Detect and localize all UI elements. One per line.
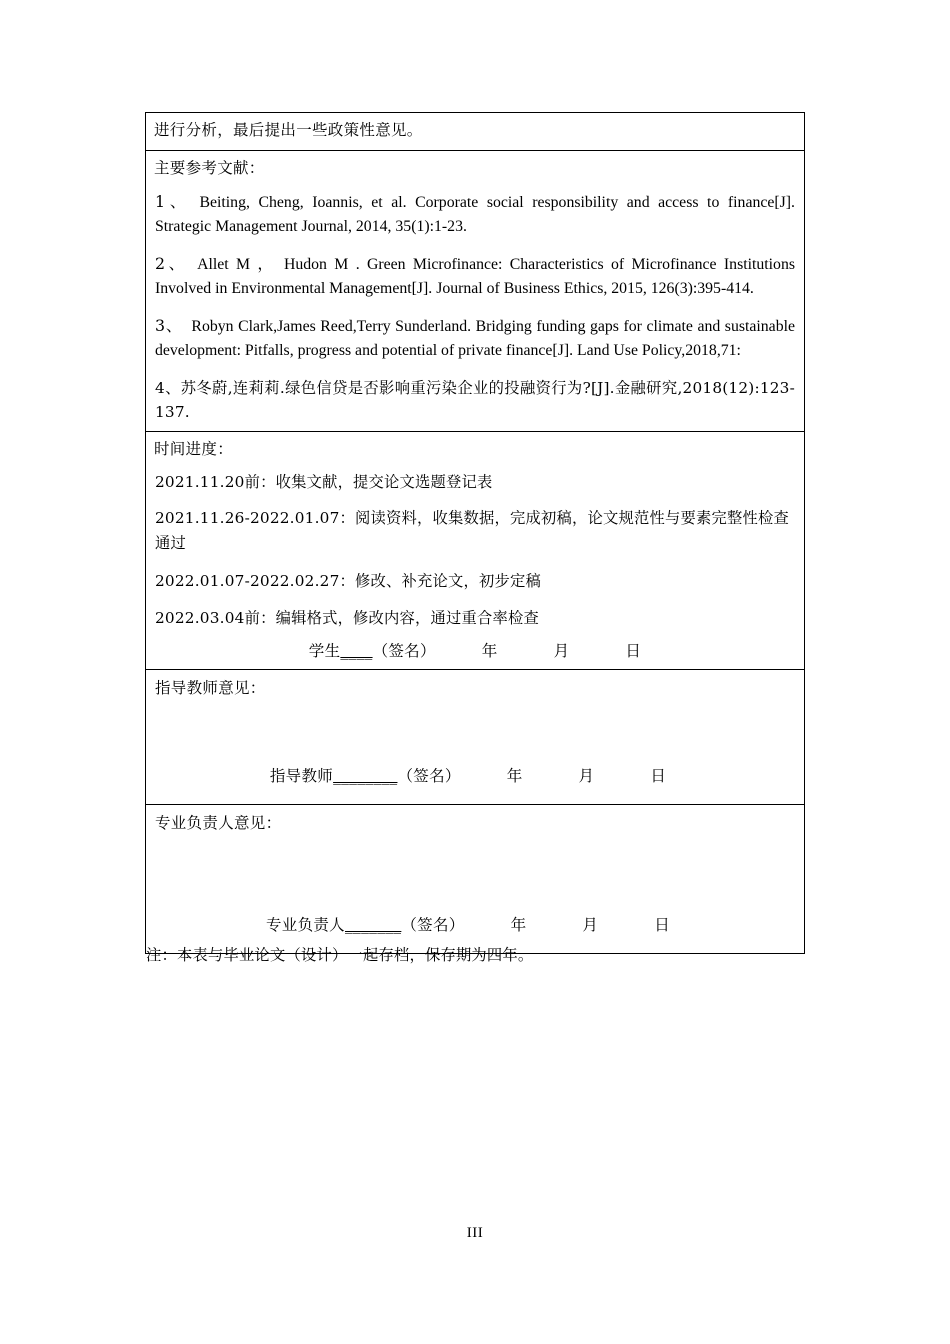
reference-text-2: Allet M ， Hudon M . Green Microfinance: Characteristics of Microfinance Institutions Involved in Environmental Management[J]. Journal of Business Ethics, 2015, 126(3):395-414. [155,255,796,297]
advisor-opinion-cell[interactable] [146,670,804,804]
schedule-item-3: 2022.01.07-2022.02.27：修改、补充论文，初步定稿 [155,571,541,590]
intro-row [146,113,804,151]
reference-item-2 [146,245,804,307]
student-signature-day: 日 [625,642,642,661]
major-lead-opinion-row [146,805,804,953]
schedule-row [146,432,804,671]
student-signature-year: 年 [481,642,498,661]
major-lead-signature-line [146,913,790,935]
major-lead-signature-label: 专业负责人 [265,916,345,935]
advisor-signature-paren: （签名） [397,767,461,786]
schedule-item-4: 2022.03.04前：编辑格式，修改内容，通过重合率检查 [155,608,540,627]
reference-item-4 [146,369,804,431]
advisor-signature-blank: ________ [333,767,398,786]
references-row [146,151,804,432]
advisor-signature-month: 月 [578,767,595,786]
major-lead-signature-paren: （签名） [401,916,465,935]
page-number: III [466,1225,484,1241]
student-signature-label: 学生 [308,642,341,661]
reference-item-3 [146,307,804,369]
schedule-heading: 时间进度： [154,439,234,458]
advisor-signature-line [146,764,790,786]
schedule-item-2: 2021.11.26-2022.01.07：阅读资料，收集数据，完成初稿，论文规范性与要素完整性检查通过 [155,509,789,553]
reference-index-3: 3、 [155,315,183,335]
form-note: 注：本表与毕业论文（设计）一起存档，保存期为四年。 [146,946,534,964]
major-lead-signature-year: 年 [510,916,527,935]
student-signature-line [146,635,804,669]
major-lead-signature-blank: _______ [345,916,402,935]
major-lead-signature-day: 日 [654,916,670,935]
reference-item-1 [146,183,804,245]
reference-text-3: Robyn Clark,James Reed,Terry Sunderland. Bridging funding gaps for climate and sustainable development: Pitfalls, progress and potential of private finance[J]. Land Use Policy,2018,71: [155,317,795,359]
reference-index-1: 1、 [155,191,191,211]
advisor-opinion-heading: 指导教师意见： [155,679,266,698]
schedule-item-1: 2021.11.20前：收集文献，提交论文选题登记表 [155,472,493,491]
advisor-opinion-row [146,670,804,805]
major-lead-signature-month: 月 [582,916,599,935]
student-signature-paren: （签名） [372,642,436,661]
reference-text-4: 苏冬蔚,连莉莉.绿色信贷是否影响重污染企业的投融资行为?[J].金融研究,2018(12):123-137. [155,378,795,422]
advisor-signature-day: 日 [650,767,667,786]
reference-index-2: 2、 [155,253,189,273]
major-lead-opinion-cell[interactable] [146,805,804,953]
intro-text: 进行分析，最后提出一些政策性意见。 [154,121,423,139]
student-signature-month: 月 [553,642,570,661]
major-lead-opinion-heading: 专业负责人意见： [155,814,282,833]
reference-index-4: 4、 [155,378,181,397]
advisor-signature-year: 年 [506,767,523,786]
references-heading: 主要参考文献： [154,159,265,178]
student-signature-blank: ____ [340,642,373,661]
advisor-signature-label: 指导教师 [269,767,334,786]
thesis-proposal-form-table [145,112,805,954]
reference-text-1: Beiting, Cheng, Ioannis, et al. Corporate social responsibility and access to finance[J]. Strategic Management Journal, 2014, 35(1):1-23. [155,193,795,235]
